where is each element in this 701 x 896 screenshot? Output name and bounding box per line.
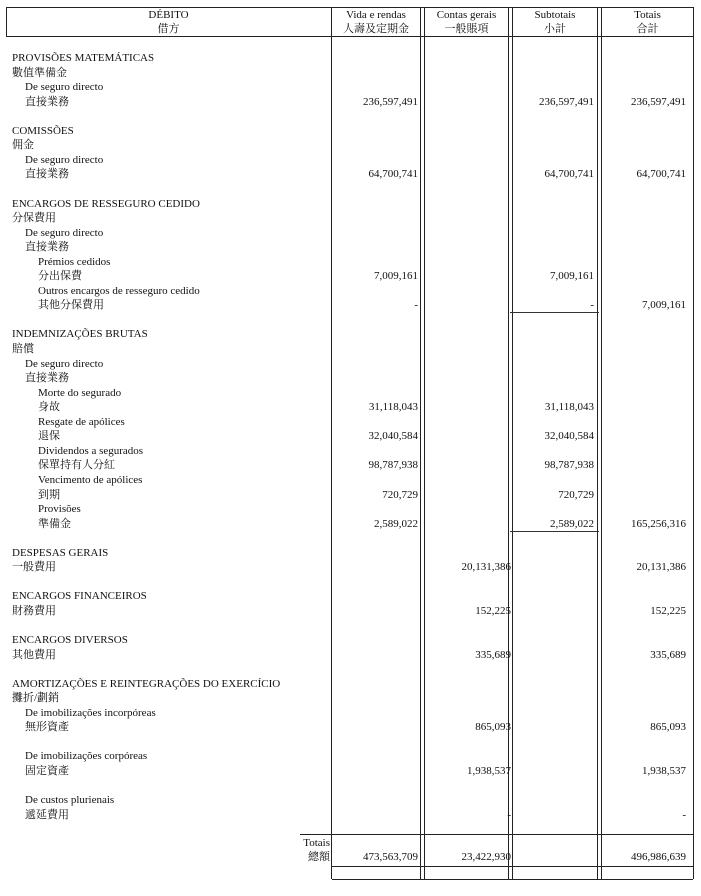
- row-label: 無形資產: [25, 721, 69, 734]
- row-label: De imobilizações incorpóreas: [25, 706, 156, 719]
- header-general-zh: 一般賬項: [444, 23, 489, 35]
- row-value-total: 64,700,741: [636, 168, 686, 181]
- row-label: 固定資產: [25, 764, 69, 777]
- row-label: De imobilizações corpóreas: [25, 750, 148, 763]
- column-rule-right: [693, 7, 694, 879]
- row-value-total: 7,009,161: [642, 299, 686, 312]
- column-rule-general: [420, 7, 421, 879]
- row-label: ENCARGOS FINANCEIROS: [12, 590, 147, 603]
- column-rule-general-right: [424, 7, 425, 879]
- totals-life: 473,563,709: [363, 851, 418, 863]
- row-value-total: 1,938,537: [642, 764, 686, 777]
- row-value-subtotal: 31,118,043: [544, 401, 594, 414]
- row-label: 直接業務: [25, 95, 69, 108]
- row-label: 分保費用: [12, 212, 56, 225]
- row-label: 保單持有人分紅: [38, 459, 115, 472]
- row-value-general: 152,225: [475, 604, 511, 617]
- row-label: 身故: [38, 401, 60, 414]
- row-value-total: 20,131,386: [636, 561, 686, 574]
- row-value-life: 720,729: [382, 488, 418, 501]
- row-label: 準備金: [38, 517, 71, 530]
- header-subtotal-zh: 小計: [544, 23, 566, 35]
- header-total-pt: Totais: [634, 9, 661, 21]
- row-value-subtotal: 720,729: [558, 488, 594, 501]
- row-label: 數值準備金: [12, 66, 67, 79]
- row-label: 其他分保費用: [38, 299, 104, 312]
- column-rule-subtotal: [508, 7, 509, 879]
- row-value-general: 20,131,386: [461, 561, 511, 574]
- row-label: 遞延費用: [25, 808, 69, 821]
- row-label: 財務費用: [12, 604, 56, 617]
- header-total: [602, 8, 693, 36]
- header-life-zh: 人壽及定期金: [343, 23, 409, 35]
- totals-label-pt: Totais: [303, 837, 330, 849]
- header-debit-zh: 借方: [157, 23, 180, 35]
- row-value-subtotal: -: [590, 299, 594, 312]
- row-value-life: 31,118,043: [368, 401, 418, 414]
- header-general: [425, 8, 508, 36]
- totals-bottom-border: [332, 866, 693, 867]
- row-label: 直接業務: [25, 372, 69, 385]
- row-value-subtotal: 236,597,491: [539, 95, 594, 108]
- header-total-zh: 合計: [636, 23, 659, 35]
- subtotal-rule: [510, 531, 599, 532]
- row-value-subtotal: 98,787,938: [544, 459, 594, 472]
- header-life-pt: Vida e rendas: [346, 9, 406, 21]
- row-value-subtotal: 64,700,741: [544, 168, 594, 181]
- totals-general: 23,422,930: [461, 851, 511, 863]
- row-value-life: 7,009,161: [374, 270, 418, 283]
- row-value-life: 236,597,491: [363, 95, 418, 108]
- row-value-life: 64,700,741: [368, 168, 418, 181]
- row-label: 佣金: [12, 139, 34, 152]
- row-value-general: 1,938,537: [467, 764, 511, 777]
- header-life: [332, 8, 420, 36]
- row-label: AMORTIZAÇÕES E REINTEGRAÇÕES DO EXERCÍCIO: [12, 677, 281, 690]
- row-value-total: -: [682, 808, 686, 821]
- row-label: De seguro directo: [25, 226, 104, 239]
- row-label: De seguro directo: [25, 153, 104, 166]
- row-label: Vencimento de apólices: [38, 473, 143, 486]
- row-value-general: 335,689: [475, 648, 511, 661]
- row-value-subtotal: 7,009,161: [550, 270, 594, 283]
- header-debit: [6, 8, 331, 36]
- row-label: ENCARGOS DIVERSOS: [12, 634, 128, 646]
- row-label: Dividendos a segurados: [38, 444, 144, 457]
- totals-label-zh: 總額: [308, 851, 330, 863]
- header-bottom-border: [6, 36, 694, 37]
- row-label: PROVISÕES MATEMÁTICAS: [12, 52, 155, 64]
- header-debit-pt: DÉBITO: [148, 9, 189, 21]
- row-label: De seguro directo: [25, 81, 104, 94]
- row-label: INDEMNIZAÇÕES BRUTAS: [12, 328, 148, 341]
- row-value-subtotal: 2,589,022: [550, 517, 594, 530]
- row-value-total: 335,689: [650, 648, 686, 661]
- row-label: De seguro directo: [25, 357, 104, 370]
- column-rule-total: [597, 7, 598, 879]
- header-general-pt: Contas gerais: [436, 9, 497, 21]
- header-subtotal: [513, 8, 597, 36]
- header-subtotal-pt: Subtotais: [534, 9, 576, 21]
- row-value-subtotal: 32,040,584: [544, 430, 594, 443]
- row-value-general: -: [507, 808, 511, 821]
- row-label: 直接業務: [25, 168, 69, 181]
- row-label: Prémios cedidos: [38, 255, 111, 268]
- row-value-total: 865,093: [650, 721, 686, 734]
- row-value-total: 152,225: [650, 604, 686, 617]
- row-value-total: 165,256,316: [631, 517, 686, 530]
- row-value-general: 865,093: [475, 721, 511, 734]
- row-label: 賠償: [12, 343, 34, 355]
- row-label: 直接業務: [25, 241, 69, 254]
- row-value-life: -: [414, 299, 418, 312]
- row-label: Morte do segurado: [38, 386, 122, 399]
- row-label: 退保: [38, 430, 60, 443]
- row-label: De custos plurienais: [25, 794, 115, 807]
- totals-top-border: [300, 834, 693, 835]
- row-label: Provisões: [38, 503, 81, 516]
- row-value-life: 32,040,584: [368, 430, 418, 443]
- column-rule-total-right: [601, 7, 602, 879]
- row-label: 分出保費: [38, 270, 82, 283]
- row-label: 其他費用: [12, 648, 56, 661]
- row-label: ENCARGOS DE RESSEGURO CEDIDO: [12, 197, 200, 210]
- row-value-life: 98,787,938: [368, 459, 418, 472]
- row-label: Resgate de apólices: [38, 415, 125, 428]
- totals-double-border: [332, 879, 693, 880]
- row-label: COMISSÕES: [12, 124, 74, 137]
- row-label: Outros encargos de resseguro cedido: [38, 284, 200, 297]
- row-label: DESPESAS GERAIS: [12, 546, 109, 559]
- subtotal-rule: [510, 312, 599, 313]
- totals-total: 496,986,639: [631, 851, 686, 863]
- row-label: 到期: [38, 488, 60, 501]
- row-label: 攤折/劃銷: [12, 692, 60, 705]
- row-value-total: 236,597,491: [631, 95, 686, 108]
- row-label: 一般費用: [12, 561, 56, 574]
- row-value-life: 2,589,022: [374, 517, 418, 530]
